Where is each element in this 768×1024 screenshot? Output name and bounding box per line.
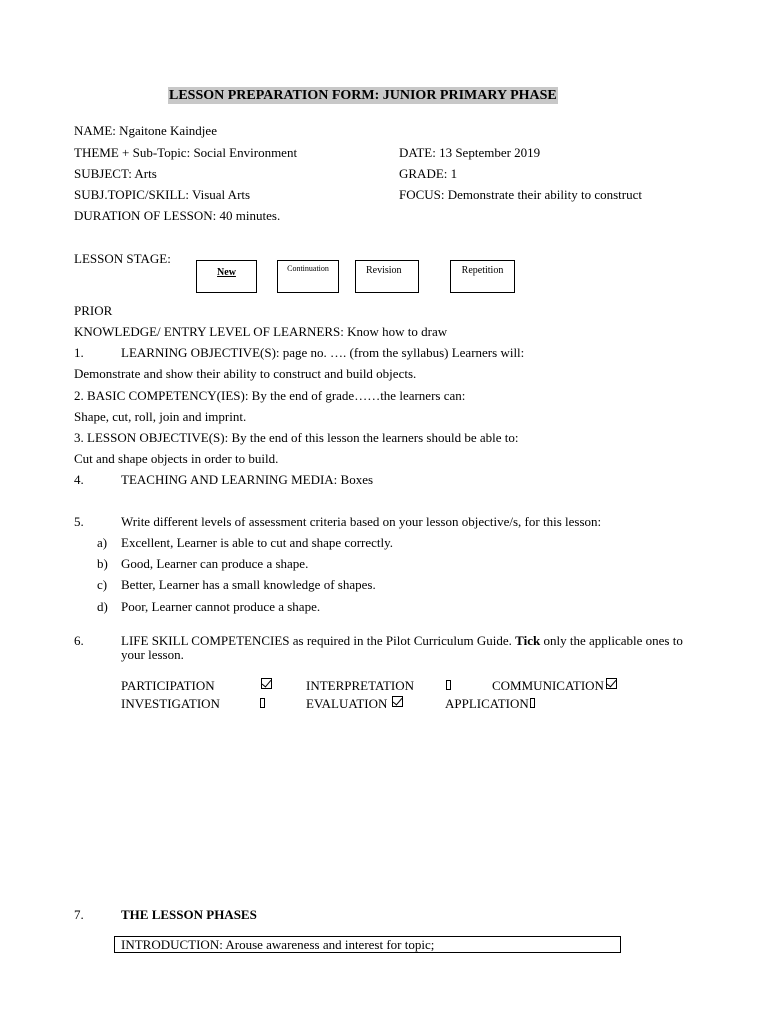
assessment-letter-a: a) xyxy=(97,535,108,550)
learning-objectives-text: Demonstrate and show their ability to construct and build objects. xyxy=(74,366,417,381)
skill-interpretation-checkbox[interactable] xyxy=(446,677,451,693)
basic-competency-text: Shape, cut, roll, join and imprint. xyxy=(74,409,247,424)
life-skills-tick-word: Tick xyxy=(515,633,541,648)
assessment-item-d: Poor, Learner cannot produce a shape. xyxy=(121,599,321,614)
skill-evaluation-checkbox[interactable] xyxy=(392,694,403,710)
grade-field: GRADE: 1 xyxy=(399,166,458,181)
stage-new-label: New xyxy=(217,267,236,278)
assessment-item-a: Excellent, Learner is able to cut and shape correctly. xyxy=(121,535,394,550)
name-field: NAME: Ngaitone Kaindjee xyxy=(74,123,217,138)
introduction-box: INTRODUCTION: Arouse awareness and interest for topic; xyxy=(114,936,621,953)
skill-interpretation-label: INTERPRETATION xyxy=(306,678,415,693)
prior-knowledge: KNOWLEDGE/ ENTRY LEVEL OF LEARNERS: Know how to draw xyxy=(74,324,448,339)
stage-revision-box xyxy=(355,260,419,293)
assessment-letter-b: b) xyxy=(97,556,108,571)
stage-continuation-box xyxy=(277,260,339,293)
skill-investigation-label: INVESTIGATION xyxy=(121,696,220,711)
learning-objectives-heading: LEARNING OBJECTIVE(S): page no. …. (from the syllabus) Learners will: xyxy=(121,345,525,360)
focus-field: FOCUS: Demonstrate their ability to construct xyxy=(399,187,642,202)
skill-investigation-checkbox[interactable] xyxy=(260,695,265,711)
duration-field: DURATION OF LESSON: 40 minutes. xyxy=(74,208,281,223)
stage-continuation-label: Continuation xyxy=(287,264,329,273)
checkbox-empty-icon xyxy=(260,698,265,708)
skill-communication-checkbox[interactable] xyxy=(606,676,617,692)
lesson-phases-heading: THE LESSON PHASES xyxy=(121,907,257,922)
page-title: LESSON PREPARATION FORM: JUNIOR PRIMARY PHASE xyxy=(169,88,557,103)
lesson-stage-label: LESSON STAGE: xyxy=(74,251,171,266)
checkbox-empty-icon xyxy=(530,698,535,708)
item-number-7: 7. xyxy=(74,907,84,922)
theme-field: THEME + Sub-Topic: Social Environment xyxy=(74,145,298,160)
item-number-5: 5. xyxy=(74,514,84,529)
assessment-letter-c: c) xyxy=(97,577,108,592)
lesson-objectives-heading: 3. LESSON OBJECTIVE(S): By the end of this lesson the learners should be able to: xyxy=(74,430,519,445)
stage-new-box xyxy=(196,260,257,293)
skill-application-label: APPLICATION xyxy=(445,696,529,711)
checkbox-checked-icon xyxy=(606,678,617,689)
life-skills-heading-line2: your lesson. xyxy=(121,647,184,662)
skill-participation-checkbox[interactable] xyxy=(261,676,272,692)
lesson-objectives-text: Cut and shape objects in order to build. xyxy=(74,451,279,466)
life-skills-heading xyxy=(121,633,683,649)
prior-label: PRIOR xyxy=(74,303,113,318)
skill-evaluation-label: EVALUATION xyxy=(306,696,388,711)
life-skills-heading-a: LIFE SKILL COMPETENCIES as required in the Pilot Curriculum Guide. xyxy=(121,633,516,648)
stage-repetition-label: Repetition xyxy=(461,265,504,276)
item-number-4: 4. xyxy=(74,472,84,487)
date-field: DATE: 13 September 2019 xyxy=(399,145,541,160)
item-number-6: 6. xyxy=(74,633,84,648)
skill-application-checkbox[interactable] xyxy=(530,695,535,711)
assessment-heading: Write different levels of assessment criteria based on your lesson objective/s, for this lesson: xyxy=(121,514,602,529)
item-number-1: 1. xyxy=(74,345,84,360)
checkbox-empty-icon xyxy=(446,680,451,690)
skill-communication-label: COMMUNICATION xyxy=(492,678,604,693)
stage-revision-label: Revision xyxy=(366,265,402,276)
assessment-item-c: Better, Learner has a small knowledge of shapes. xyxy=(121,577,376,592)
checkbox-checked-icon xyxy=(261,678,272,689)
subject-field: SUBJECT: Arts xyxy=(74,166,157,181)
skill-participation-label: PARTICIPATION xyxy=(121,678,215,693)
basic-competency-heading: 2. BASIC COMPETENCY(IES): By the end of grade……the learners can: xyxy=(74,388,466,403)
teaching-media: TEACHING AND LEARNING MEDIA: Boxes xyxy=(121,472,374,487)
stage-repetition-box xyxy=(450,260,515,293)
assessment-letter-d: d) xyxy=(97,599,108,614)
checkbox-checked-icon xyxy=(392,696,403,707)
life-skills-heading-b: only the applicable ones to xyxy=(540,633,683,648)
assessment-item-b: Good, Learner can produce a shape. xyxy=(121,556,309,571)
subj-topic-field: SUBJ.TOPIC/SKILL: Visual Arts xyxy=(74,187,251,202)
